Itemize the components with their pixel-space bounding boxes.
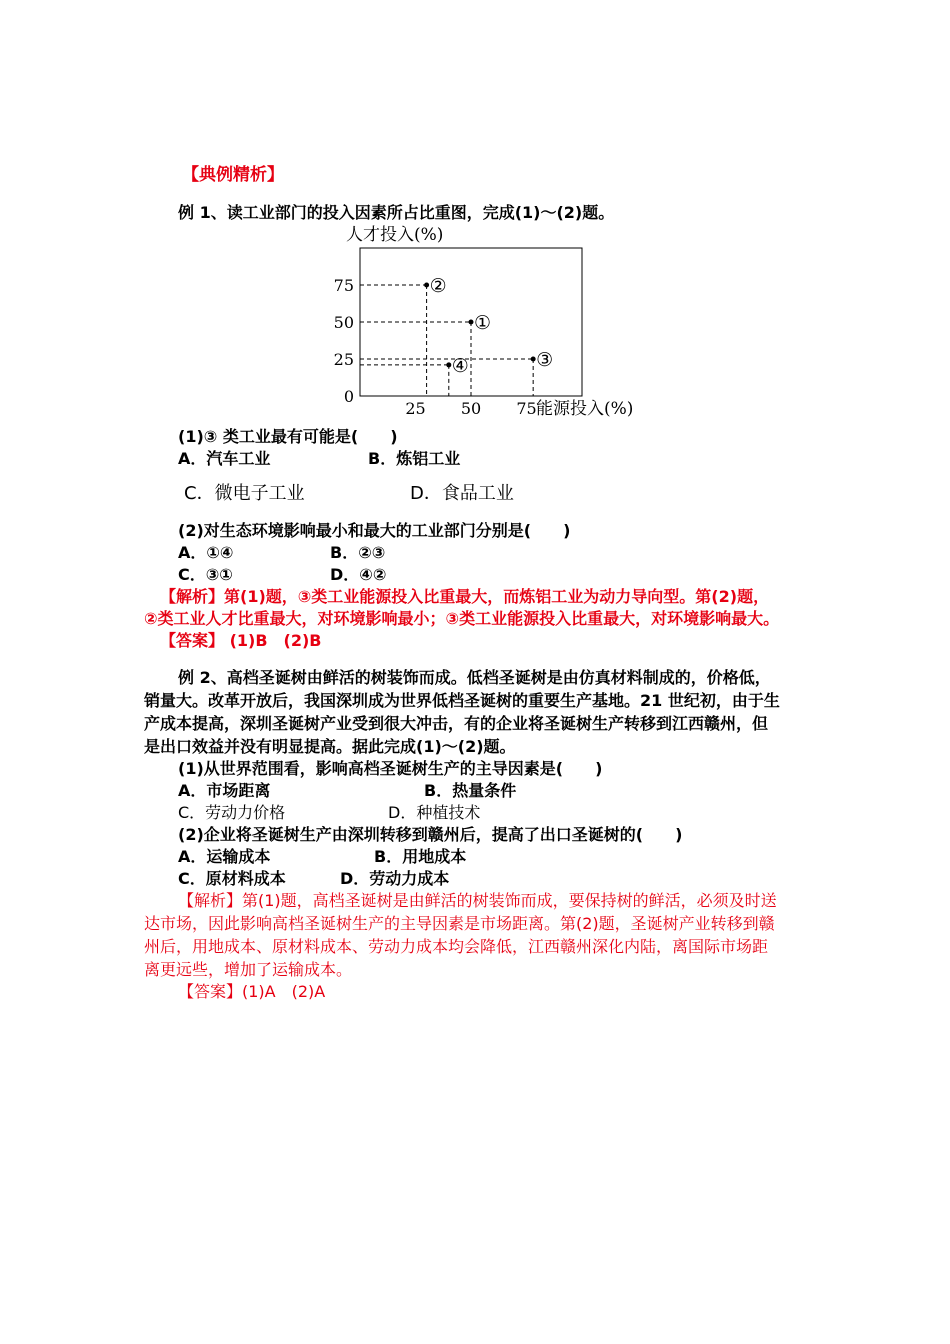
ex2-q1: (1)从世界范围看，影响高档圣诞树生产的主导因素是( ) <box>178 759 603 778</box>
data-point <box>446 362 451 367</box>
ex2-answer: 【答案】(1)A (2)A <box>178 982 326 1001</box>
ex1-q1-option-d: D．食品工业 <box>410 483 514 504</box>
ex1-q1-option-a: A．汽车工业 <box>178 449 271 468</box>
ex1-q2-option-c: C．③① <box>178 565 233 584</box>
data-point-label: ① <box>474 312 492 334</box>
ex1-q2-option-d: D．④② <box>330 565 387 584</box>
data-point-label: ③ <box>536 349 554 371</box>
ex2-stem-line2: 销量大。改革开放后，我国深圳成为世界低档圣诞树的重要生产基地。21 世纪初，由于生 <box>144 691 780 710</box>
data-point-label: ④ <box>451 354 469 377</box>
x-tick-label: 50 <box>460 399 482 418</box>
ex1-q1-option-b: B．炼铝工业 <box>368 449 461 468</box>
data-point <box>424 283 429 288</box>
ex1-q1: (1)③ 类工业最有可能是( ) <box>178 427 398 446</box>
ex1-q2-option-a: A．①④ <box>178 543 234 562</box>
ex1-q1-option-c: C．微电子工业 <box>184 483 305 504</box>
x-tick-label: 25 <box>405 399 426 418</box>
ex1-q2: (2)对生态环境影响最小和最大的工业部门分别是( ) <box>178 521 571 540</box>
example1-stem: 例 1、读工业部门的投入因素所占比重图，完成(1)～(2)题。 <box>178 203 615 222</box>
y-tick-label: 75 <box>333 276 354 295</box>
ex2-q1-option-a: A．市场距离 <box>178 781 271 800</box>
section-title: 【典例精析】 <box>182 165 284 185</box>
ex2-q1-option-d: D．种植技术 <box>388 803 481 822</box>
y-tick-label: 0 <box>343 387 354 406</box>
data-point <box>531 357 536 362</box>
ex2-stem-line3: 产成本提高，深圳圣诞树产业受到很大冲击，有的企业将圣诞树生产转移到江西赣州，但 <box>144 714 769 733</box>
ex2-q1-option-b: B．热量条件 <box>424 781 517 800</box>
x-axis-label: 能源投入(%) <box>536 399 634 419</box>
ex2-q2-option-a: A．运输成本 <box>178 847 271 866</box>
ex1-analysis-line2: ②类工业人才比重最大，对环境影响最小；③类工业能源投入比重最大，对环境影响最大。 <box>144 609 780 628</box>
ex2-analysis-line2: 达市场，因此影响高档圣诞树生产的主导因素是市场距离。第(2)题，圣诞树产业转移到赣 <box>144 914 775 933</box>
x-tick-label: 75 <box>516 399 537 418</box>
ex2-q1-option-c: C．劳动力价格 <box>178 803 286 822</box>
ex2-stem-line1: 例 2、高档圣诞树由鲜活的树装饰而成。低档圣诞树是由仿真材料制成的，价格低， <box>178 668 771 687</box>
ex2-q2-option-b: B．用地成本 <box>374 847 467 866</box>
data-point <box>469 320 474 325</box>
ex2-q2-option-c: C．原材料成本 <box>178 869 286 888</box>
ex1-q2-option-b: B．②③ <box>330 543 386 562</box>
ex2-analysis-line3: 州后，用地成本、原材料成本、劳动力成本均会降低，江西赣州深化内陆，离国际市场距 <box>144 937 769 956</box>
guide-lines <box>360 285 533 396</box>
y-tick-label: 50 <box>333 313 354 332</box>
ex1-analysis-line1: 【解析】第(1)题，③类工业能源投入比重最大，而炼铝工业为动力导向型。第(2)题， <box>160 587 770 606</box>
ex2-analysis-line1: 【解析】第(1)题，高档圣诞树是由鲜活的树装饰而成，要保持树的鲜活，必须及时送 <box>178 891 777 910</box>
input-share-chart <box>330 222 660 422</box>
data-points <box>424 275 553 377</box>
ex2-analysis-line4: 离更远些，增加了运输成本。 <box>144 960 353 979</box>
data-point-label: ② <box>429 275 447 297</box>
axis-ticks <box>334 276 537 418</box>
ex2-stem-line4: 是出口效益并没有明显提高。据此完成(1)～(2)题。 <box>144 737 516 756</box>
ex1-answer: 【答案】 (1)B (2)B <box>160 631 322 650</box>
ex2-q2-option-d: D．劳动力成本 <box>340 869 450 888</box>
y-tick-label: 25 <box>333 350 354 369</box>
y-axis-label: 人才投入(%) <box>346 225 444 245</box>
ex2-q2: (2)企业将圣诞树生产由深圳转移到赣州后，提高了出口圣诞树的( ) <box>178 825 683 844</box>
